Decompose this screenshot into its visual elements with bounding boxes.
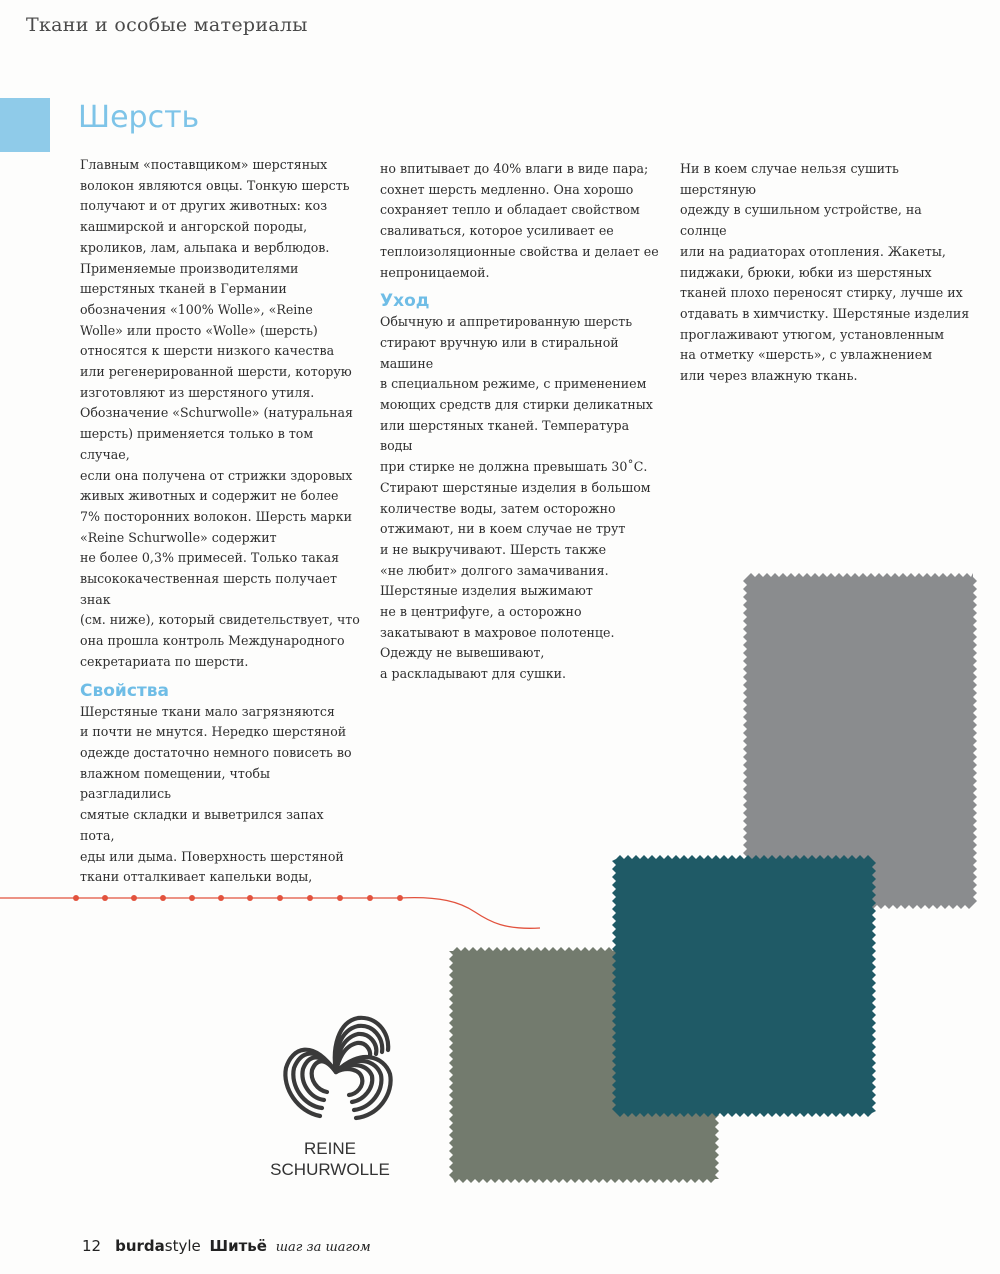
magazine-tagline: шаг за шагом	[275, 1240, 371, 1255]
intro-paragraph: Главным «поставщиком» шерстяных волокон являются овцы. Тонкую шерсть получают и от других животных: коз кашмирской и ангорской породы, кроликов, лам, альпака и верблюдов. Применяемые производителями шерстяных тканей в Германии обозначения «100% Wolle», «Reine Wolle» или просто «Wolle» (шерсть) относятся к шерсти низкого качества или регенерированной шерсти, которую изготовляют из шерстяного утиля. Обозначение «Schurwolle» (натуральная шерсть) применяется только в том случае, если она получена от стрижки здоровых живых животных и содержит не более 7% посторонних волокон. Шерсть марки «Reine Schurwolle» содержит не более 0,3% примесей. Только такая высококачественная шерсть получает знак (см. ниже), который свидетельствует, что она прошла контроль Международного секретариата по шерсти.	[80, 157, 360, 669]
page-number: 12	[82, 1237, 102, 1255]
page-footer	[82, 1237, 371, 1255]
teal-wool-swatch	[612, 855, 876, 1117]
woolmark-label-line1: REINE	[304, 1139, 356, 1158]
woolmark-label	[250, 1138, 410, 1180]
section-title: Шерсть	[78, 100, 200, 135]
properties-paragraph: Шерстяные ткани мало загрязняются и почти не мнутся. Нередко шерстяной одежде достаточно немного повисеть во влажном помещении, чтобы разгладились смятые складки и выветрился запах пота, еды или дыма. Поверхность шерстяной ткани отталкивает капельки воды,	[80, 703, 352, 885]
running-head: Ткани и особые материалы	[26, 14, 308, 36]
brand-burda: burda	[115, 1237, 165, 1255]
text-column-1	[80, 155, 360, 888]
care-paragraph: Обычную и аппретированную шерсть стирают вручную или в стиральной машине в специальном режиме, с применением моющих средств для стирки деликатных или шерстяных тканей. Температура воды при стирке не должна превышать 30˚С. Стирают шерстяные изделия в большом количестве воды, затем осторожно отжимают, ни в коем случае не трут и не выкручивают. Шерсть также «не любит» долгого замачивания. Шерстяные изделия выжимают не в центрифуге, а осторожно закатывают в махровое полотенце. Одежду не вывешивают, а раскладывают для сушки.	[380, 314, 653, 682]
section-color-tab	[0, 98, 50, 152]
text-column-2	[380, 159, 660, 685]
properties-continued-paragraph: но впитывает до 40% влаги в виде пара; сохнет шерсть медленно. Она хорошо сохраняет тепло и обладает свойством сваливаться, которое усиливает ее теплоизоляционные свойства и делает ее непроницаемой.	[380, 161, 659, 280]
text-column-3	[680, 159, 970, 387]
care-heading: Уход	[380, 291, 430, 312]
decorative-thread	[0, 870, 540, 940]
brand-style: style	[164, 1237, 201, 1255]
magazine-title: Шитьё	[209, 1237, 267, 1255]
drying-paragraph: Ни в коем случае нельзя сушить шерстяную одежду в сушильном устройстве, на солнце или на радиаторах отопления. Жакеты, пиджаки, брюки, юбки из шерстяных тканей плохо переносят стирку, лучше их отдавать в химчистку. Шерстяные изделия проглаживают утюгом, установленным на отметку «шерсть», с увлажнением или через влажную ткань.	[680, 161, 970, 384]
woolmark-icon	[272, 1008, 400, 1136]
woolmark-label-line2: SCHURWOLLE	[270, 1160, 390, 1179]
properties-heading: Свойства	[80, 680, 169, 701]
